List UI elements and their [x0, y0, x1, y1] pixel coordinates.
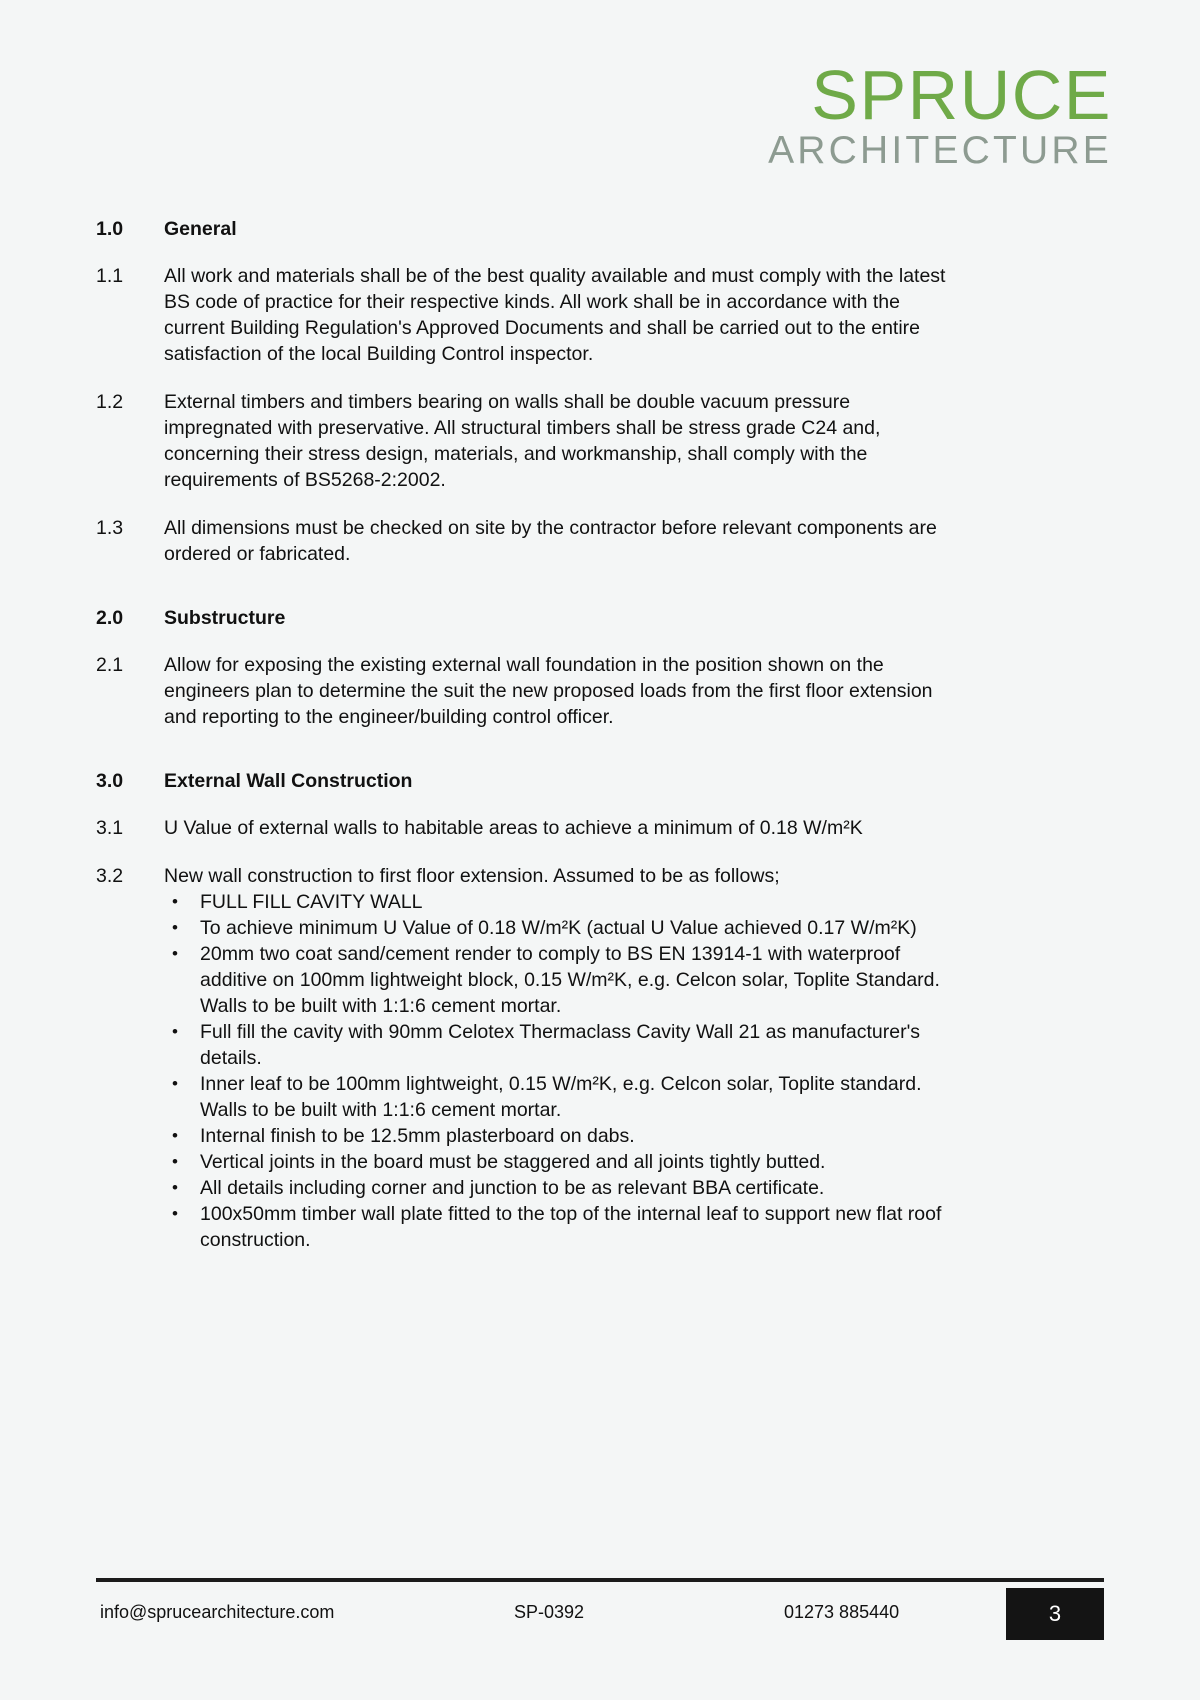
footer-divider: [96, 1578, 1104, 1582]
footer-document-reference: SP-0392: [514, 1602, 585, 1622]
clause-text: All dimensions must be checked on site by the contractor before relevant components are ordered or fabricated.: [164, 517, 937, 565]
list-item: • Vertical joints in the board must be staggered and all joints tightly butted.: [164, 1149, 946, 1175]
clause-number: 2.1: [96, 654, 124, 676]
clause-3-1: [96, 815, 946, 841]
clause-2-1: [96, 652, 946, 730]
section-title: Substructure: [164, 607, 286, 629]
section-heading-general: [96, 218, 946, 241]
clause-1-2: [96, 389, 946, 493]
list-item: • Inner leaf to be 100mm lightweight, 0.15 W/m²K, e.g. Celcon solar, Toplite standard. Walls to be built with 1:1:6 cement mortar.: [164, 1071, 946, 1123]
clause-3-2: [96, 863, 946, 1253]
clause-body: [164, 863, 946, 1253]
spacer: [96, 730, 946, 770]
document-body: [96, 218, 946, 1253]
clause-text: New wall construction to first floor extension. Assumed to be as follows;: [164, 865, 780, 887]
clause-number: 1.2: [96, 391, 124, 413]
clause-1-1: [96, 263, 946, 367]
wall-construction-bullet-list: [164, 889, 946, 1253]
clause-text: External timbers and timbers bearing on walls shall be double vacuum pressure impregnated with preservative. All structural timbers shall be stress grade C24 and, concerning their stress design, materials, and workmanship, shall comply with the requirements of BS5268-2:2002.: [164, 391, 881, 491]
section-number: 1.0: [96, 218, 124, 240]
clause-text: Allow for exposing the existing external wall foundation in the position shown on the engineers plan to determine the suit the new proposed loads from the first floor extension and reporting to the engineer/building control officer.: [164, 654, 933, 728]
footer-phone: 01273 885440: [784, 1602, 900, 1622]
list-item: • 100x50mm timber wall plate fitted to the top of the internal leaf to support new flat roof construction.: [164, 1201, 946, 1253]
list-item: • All details including corner and junction to be as relevant BBA certificate.: [164, 1175, 946, 1201]
page-footer: [96, 1592, 1104, 1638]
clause-number: 3.1: [96, 817, 124, 839]
section-title: External Wall Construction: [164, 770, 413, 792]
list-item: • 20mm two coat sand/cement render to comply to BS EN 13914-1 with waterproof additive on 100mm lightweight block, 0.15 W/m²K, e.g. Celcon solar, Toplite Standard. Walls to be built with 1:1:6 cement mortar.: [164, 941, 946, 1019]
section-heading-substructure: [96, 607, 946, 630]
footer-email: info@sprucearchitecture.com: [100, 1602, 335, 1622]
spacer: [96, 567, 946, 607]
section-heading-external-wall-construction: [96, 770, 946, 793]
clause-number: 1.1: [96, 265, 124, 287]
clause-1-3: [96, 515, 946, 567]
list-item: • Full fill the cavity with 90mm Celotex Thermaclass Cavity Wall 21 as manufacturer's details.: [164, 1019, 946, 1071]
section-title: General: [164, 218, 237, 240]
list-item: • To achieve minimum U Value of 0.18 W/m²K (actual U Value achieved 0.17 W/m²K): [164, 915, 946, 941]
logo-tagline: ARCHITECTURE: [768, 128, 1112, 172]
section-number: 2.0: [96, 607, 124, 629]
clause-number: 1.3: [96, 517, 124, 539]
list-item: • Internal finish to be 12.5mm plasterboard on dabs.: [164, 1123, 946, 1149]
section-number: 3.0: [96, 770, 124, 792]
clause-number: 3.2: [96, 865, 124, 887]
clause-text: U Value of external walls to habitable areas to achieve a minimum of 0.18 W/m²K: [164, 817, 863, 839]
list-item: • FULL FILL CAVITY WALL: [164, 889, 946, 915]
page-number-badge: 3: [1006, 1588, 1104, 1640]
logo-wordmark: SPRUCE: [811, 56, 1112, 134]
company-logo: [768, 56, 1112, 172]
clause-text: All work and materials shall be of the best quality available and must comply with the latest BS code of practice for their respective kinds. All work shall be in accordance with the current Building Regulation's Approved Documents and shall be carried out to the entire satisfaction of the local Building Control inspector.: [164, 265, 946, 365]
